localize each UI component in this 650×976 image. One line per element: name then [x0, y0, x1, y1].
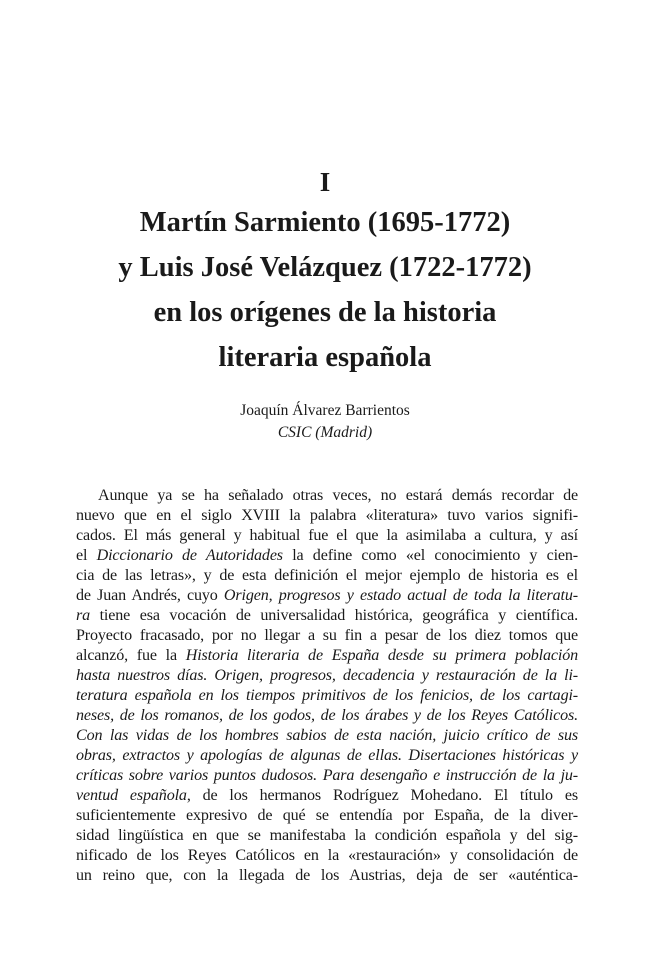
text-line	[76, 706, 578, 726]
text-span: tiene esa vocación de universalidad histórica, geográfica y científica.	[90, 607, 578, 624]
text-line	[76, 566, 578, 586]
chapter-number: I	[319, 167, 331, 197]
text-line	[76, 806, 578, 826]
text-span: sidad lingüística en que se manifestaba la condición española y del sig-	[76, 827, 578, 844]
italic-title-text: Diccionario de Autoridades	[96, 547, 283, 564]
text-line	[76, 726, 578, 746]
text-line	[76, 486, 578, 506]
chapter-title	[0, 200, 650, 380]
text-span: , de los hermanos Rodríguez Mohedano. El título es	[186, 787, 578, 804]
author-block	[0, 400, 650, 444]
text-line	[76, 586, 578, 606]
text-line	[76, 646, 578, 666]
text-span: Aunque ya se ha señalado otras veces, no estará demás recordar de	[98, 487, 578, 504]
text-line	[76, 666, 578, 686]
text-line	[76, 606, 578, 626]
italic-title-text: Origen, progresos y estado actual de toda la literatu-	[223, 587, 578, 604]
text-line	[76, 546, 578, 566]
text-span: Proyecto fracasado, por no llegar a su fin a pesar de los diez tomos que	[76, 627, 578, 644]
italic-title-text: ra	[76, 607, 91, 624]
italic-title-text: neses, de los romanos, de los godos, de los árabes y de los Reyes Católicos.	[76, 707, 578, 724]
italic-title-text: hasta nuestros días. Origen, progresos, decadencia y restauración de la li-	[76, 667, 578, 684]
text-span: cia de las letras», y de esta definición el mejor ejemplo de historia es el	[76, 567, 578, 584]
chapter-title-line: Martín Sarmiento (1695-1772)	[139, 207, 511, 238]
text-line	[76, 786, 578, 806]
text-span: alcanzó, fue la	[76, 647, 186, 664]
italic-title-text: ventud española	[76, 787, 187, 804]
text-span: la define como «el conocimiento y cien-	[282, 547, 578, 564]
italic-title-text: Historia literaria de España desde su primera población	[185, 647, 578, 664]
chapter-title-line: y Luis José Velázquez (1722-1772)	[118, 252, 532, 283]
text-line	[76, 826, 578, 846]
text-span: suficientemente expresivo de qué se entendía por España, de la diver-	[76, 807, 578, 824]
text-line	[76, 686, 578, 706]
text-span: el	[76, 547, 97, 564]
text-line	[76, 506, 578, 526]
text-line	[76, 846, 578, 866]
text-line	[76, 746, 578, 766]
author-affiliation: CSIC (Madrid)	[277, 424, 373, 441]
text-span: nuevo que en el siglo XVIII la palabra «literatura» tuvo varios signifi-	[76, 507, 578, 524]
text-span: nificado de los Reyes Católicos en la «restauración» y consolidación de	[76, 847, 578, 864]
chapter-title-line: en los orígenes de la historia	[153, 297, 497, 328]
text-line	[76, 866, 578, 886]
text-span: de Juan Andrés, cuyo	[76, 587, 224, 604]
text-line	[76, 766, 578, 786]
body-paragraph	[76, 486, 578, 886]
text-span: un reino que, con la llegada de los Austrias, deja de ser «auténtica-	[76, 867, 578, 884]
italic-title-text: teratura española en los tiempos primitivos de los fenicios, de los cartagi-	[76, 687, 578, 704]
italic-title-text: obras, extractos y apologías de algunas de ellas. Disertaciones históricas y	[76, 747, 578, 764]
author-name: Joaquín Álvarez Barrientos	[240, 402, 410, 419]
text-line	[76, 526, 578, 546]
chapter-title-line: literaria española	[218, 342, 432, 373]
text-span: cados. El más general y habitual fue el que la asimilaba a cultura, y así	[76, 527, 578, 544]
text-line	[76, 626, 578, 646]
italic-title-text: críticas sobre varios puntos dudosos. Para desengaño e instrucción de la ju-	[76, 767, 578, 784]
italic-title-text: Con las vidas de los hombres sabios de esta nación, juicio crítico de sus	[76, 727, 578, 744]
